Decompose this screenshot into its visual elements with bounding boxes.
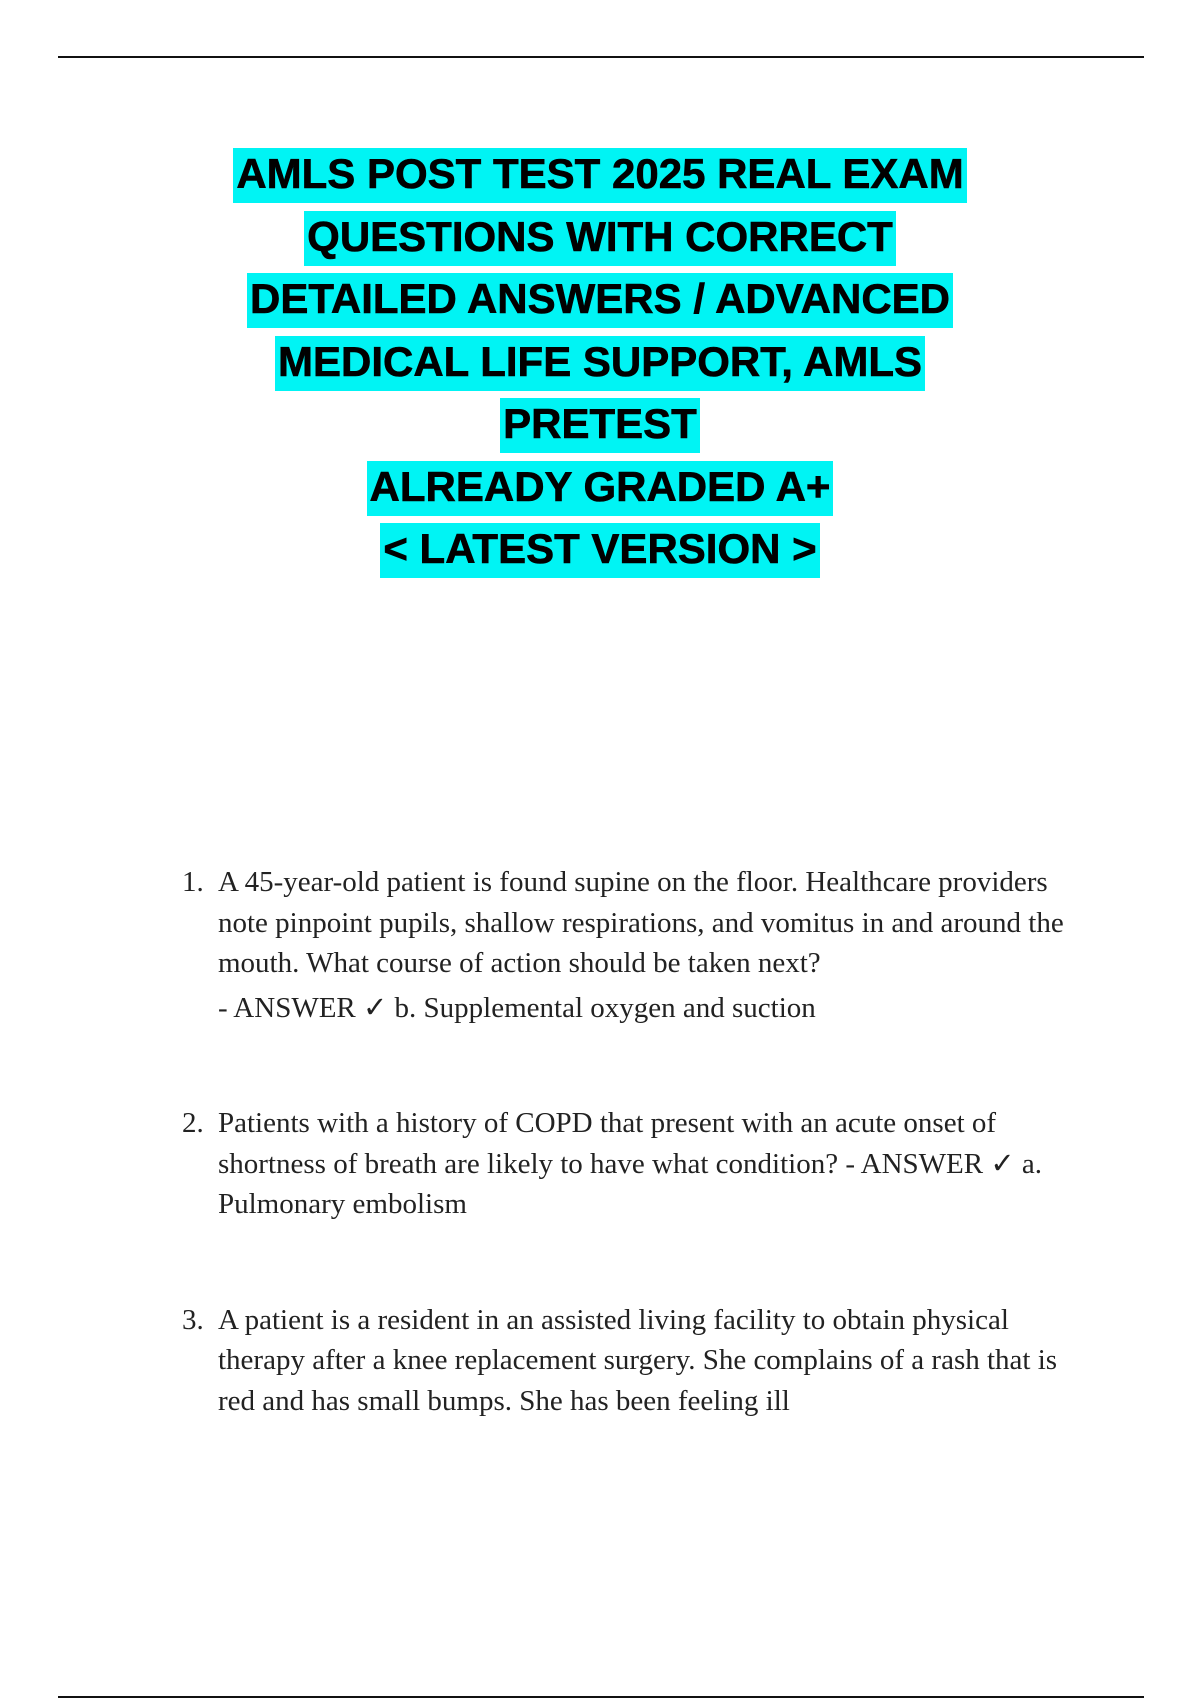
title-line: AMLS POST TEST 2025 REAL EXAM (233, 148, 966, 203)
question-item (178, 1103, 1098, 1225)
bottom-rule (58, 1696, 1144, 1698)
title-line: ALREADY GRADED A+ (367, 461, 834, 516)
question-item (178, 1300, 1098, 1422)
question-answer: - ANSWER ✓ b. Supplemental oxygen and suction (218, 991, 816, 1024)
title-line: PRETEST (500, 398, 700, 453)
question-number: 1. (182, 866, 204, 898)
title-line: < LATEST VERSION > (380, 523, 819, 578)
title-line: QUESTIONS WITH CORRECT (304, 211, 896, 266)
question-text: A 45-year-old patient is found supine on the floor. Healthcare providers note pinpoint pupils, shallow respirations, and vomitus in and around the mouth. What course of action should be taken next? (218, 866, 1064, 979)
title-line: MEDICAL LIFE SUPPORT, AMLS (275, 336, 925, 391)
question-number: 3. (182, 1303, 204, 1336)
question-number: 2. (182, 1107, 204, 1139)
document-title (100, 143, 1100, 581)
question-item (178, 862, 1098, 1028)
question-list (178, 862, 1098, 1421)
question-text: Patients with a history of COPD that present with an acute onset of shortness of breath are likely to have what condition? - ANSWER ✓ a. Pulmonary embolism (218, 1107, 1043, 1220)
question-text: A patient is a resident in an assisted living facility to obtain physical therapy after a knee replacement surgery. She complains of a rash that is red and has small bumps. She has been feeling ill (218, 1303, 1058, 1417)
title-line: DETAILED ANSWERS / ADVANCED (247, 273, 953, 328)
top-rule (58, 56, 1144, 58)
